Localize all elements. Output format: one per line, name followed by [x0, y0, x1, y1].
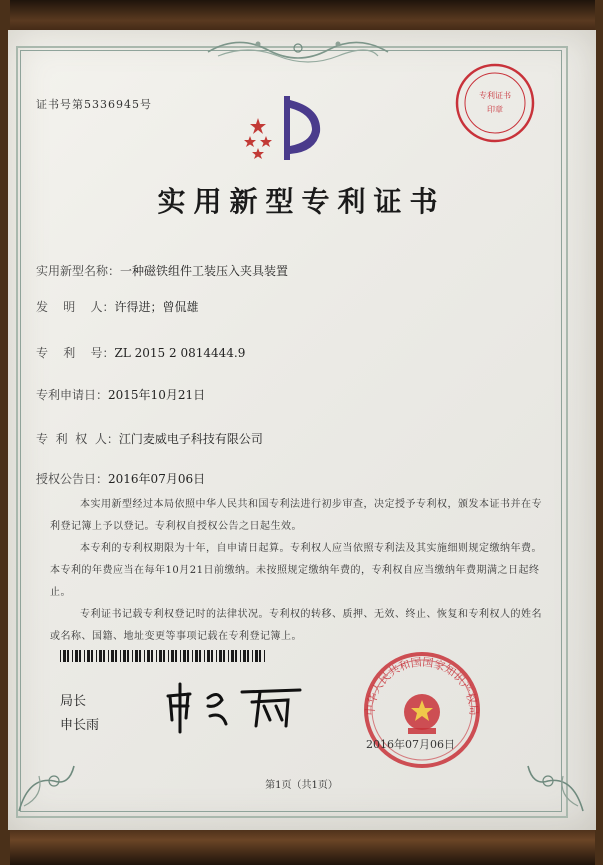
- seal-text: 中华人民共和国国家知识产权局: [363, 655, 481, 717]
- field-value: 2015年10月21日: [108, 388, 206, 402]
- field-patent-number: [36, 344, 245, 361]
- barcode: [60, 650, 268, 662]
- field-patentee: [36, 430, 263, 447]
- paragraph-legal-status: 专利证书记载专利权登记时的法律状况。专利权的转移、质押、无效、终止、恢复和专利权人的姓名或名称、国籍、地址变更等事项记载在专利登记簿上。: [50, 609, 542, 642]
- director-signature: [160, 676, 310, 736]
- paragraph-term: 本专利的专利权期限为十年，自申请日起算。专利权人应当依照专利法及其实施细则规定缴纳年费。本专利的年费应当在每年10月21日前缴纳。未按照规定缴纳年费的，专利权自应当缴纳年费期满之日起终止。: [50, 543, 542, 598]
- field-announcement-date: [36, 470, 205, 487]
- patent-office-logo-icon: [240, 88, 330, 168]
- svg-text:专利证书: 专利证书: [479, 91, 511, 100]
- field-value: 一种磁铁组件工装压入夹具装置: [120, 264, 289, 278]
- director-name: 申长雨: [60, 718, 100, 733]
- field-label: 实用新型名称：: [36, 264, 121, 278]
- frame-top: [0, 0, 603, 34]
- frame-right: [595, 0, 603, 865]
- svg-text:印章: 印章: [487, 105, 503, 114]
- field-label: 专 利 号：: [36, 346, 115, 360]
- field-label: 授权公告日：: [36, 472, 109, 486]
- field-value: 许得进；曾侃雄: [114, 300, 199, 314]
- field-label: 专 利 权 人：: [36, 432, 119, 446]
- field-application-date: [36, 386, 205, 403]
- field-value: 江门麦威电子科技有限公司: [118, 432, 263, 446]
- field-value: 2016年07月06日: [108, 472, 206, 486]
- director-title: 局长: [60, 694, 87, 709]
- field-utility-name: [36, 262, 288, 279]
- page-number: 第1页（共1页）: [265, 780, 338, 791]
- field-label: 专利申请日：: [36, 388, 109, 402]
- top-ornament: [198, 34, 398, 64]
- paragraph-grant: 本实用新型经过本局依照中华人民共和国专利法进行初步审查，决定授予专利权，颁发本证书并在专利登记簿上予以登记。专利权自授权公告之日起生效。: [50, 499, 542, 532]
- certificate-title: 实用新型专利证书: [157, 185, 446, 218]
- certificate-number: 证书号第5336945号: [36, 98, 152, 111]
- official-small-seal: [454, 62, 536, 144]
- seal-date: 2016年07月06日: [366, 738, 455, 751]
- field-value: ZL 2015 2 0814444.9: [114, 346, 246, 360]
- field-label: 发 明 人：: [36, 300, 115, 314]
- field-inventors: [36, 298, 199, 315]
